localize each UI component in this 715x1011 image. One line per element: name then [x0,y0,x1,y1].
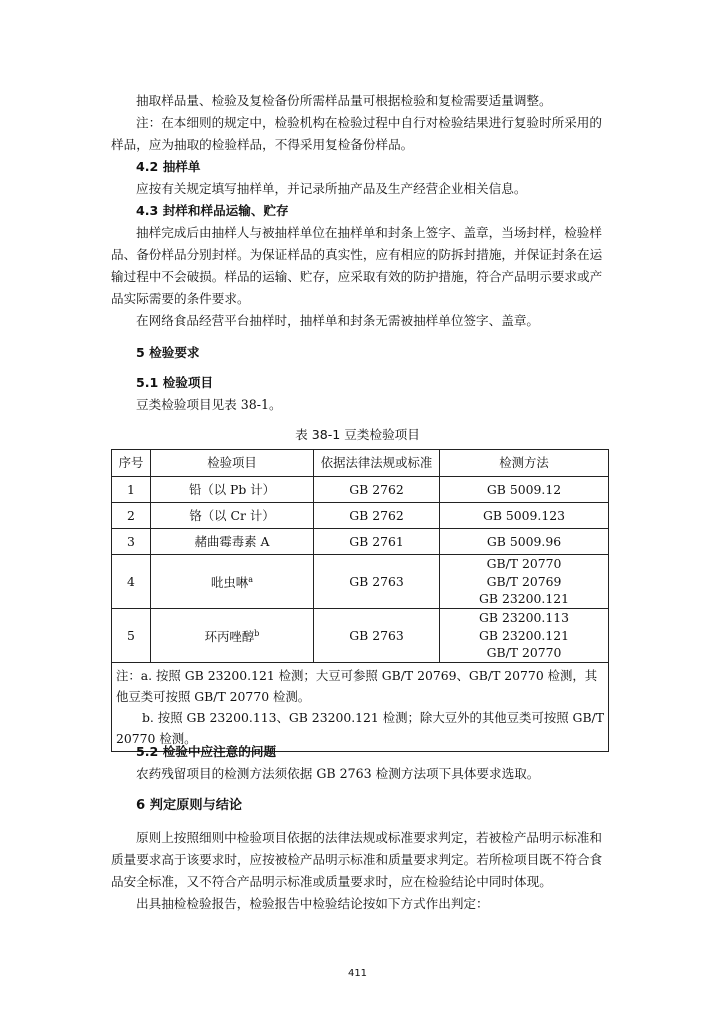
method: GB 23200.113 [479,610,569,626]
table-row [112,529,609,555]
heading-5: 5 检验要求 [136,345,200,360]
item-name: 铅（以 Pb 计） [188,481,276,497]
row-no: 5 [112,609,151,663]
paragraph-sample-quantity: 抽取样品量、检验及复检备份所需样品量可根据检验和复检需要适量调整。 [136,93,552,108]
footnote-marker: b [254,629,260,639]
paragraph-judgement: 原则上按照细则中检验项目依据的法律法规或标准要求判定，若被检产品明示标准和质量要求高于该要求时，应按被检产品明示标准和质量要求判定。若所检项目既不符合食品安全标准，又不符合产品明示标准或质量要求时，应在检验结论中同时体现。 [111,830,603,889]
row-standard: GB 2762 [314,503,440,529]
table-notes-row [112,663,609,752]
row-item [151,555,314,609]
row-standard: GB 2763 [314,609,440,663]
header-item: 检验项目 [151,450,314,477]
inspection-items-table [111,449,609,752]
header-method: 检测方法 [440,450,609,477]
table-row [112,503,609,529]
row-standard: GB 2761 [314,529,440,555]
paragraph-note-retest: 注：在本细则的规定中，检验机构在检验过程中自行对检验结果进行复验时所采用的样品，应为抽取的检验样品，不得采用复检备份样品。 [111,115,602,152]
paragraph-table-ref: 豆类检验项目见表 38-1。 [136,397,282,412]
row-no: 2 [112,503,151,529]
method: GB/T 20770 [486,556,562,572]
item-name: 铬（以 Cr 计） [189,507,275,523]
header-standard: 依据法律法规或标准 [314,450,440,477]
method: GB 5009.96 [486,533,562,549]
row-method [440,477,609,503]
row-method [440,555,609,609]
row-method [440,503,609,529]
note-a: 注：a. 按照 GB 23200.121 检测；大豆可参照 GB/T 20769、GB/T 20770 检测，其他豆类可按照 GB/T 20770 检测。 [116,668,598,704]
method: GB 23200.121 [479,627,569,643]
item-name: 环丙唑醇 [204,629,255,645]
page-number: 411 [347,968,368,979]
row-no: 3 [112,529,151,555]
item-name: 吡虫啉 [211,575,249,591]
row-item [151,477,314,503]
paragraph-online-sampling: 在网络食品经营平台抽样时，抽样单和封条无需被抽样单位签字、盖章。 [136,313,539,328]
footnote-marker: a [248,575,253,585]
paragraph-pesticide-method: 农药残留项目的检测方法须依据 GB 2763 检测方法项下具体要求选取。 [136,766,540,781]
row-no: 1 [112,477,151,503]
row-method [440,529,609,555]
row-item [151,503,314,529]
paragraph-report: 出具抽检检验报告，检验报告中检验结论按如下方式作出判定： [136,896,489,911]
row-item [151,609,314,663]
table-row [112,555,609,609]
table-caption: 表 38-1 豆类检验项目 [295,427,420,442]
row-standard: GB 2763 [314,555,440,609]
row-method [440,609,609,663]
heading-6: 6 判定原则与结论 [136,798,243,813]
method: GB/T 20770 [486,645,562,661]
heading-5-2: 5.2 检验中应注意的问题 [136,744,277,759]
method: GB 5009.12 [486,481,562,497]
paragraph-sampling-form: 应按有关规定填写抽样单，并记录所抽产品及生产经营企业相关信息。 [136,181,527,196]
heading-4-2: 4.2 抽样单 [136,159,201,174]
heading-4-3: 4.3 封样和样品运输、贮存 [136,203,289,218]
table-row [112,609,609,663]
row-no: 4 [112,555,151,609]
table-notes [112,663,609,752]
heading-5-1: 5.1 检验项目 [136,375,214,390]
table-header-row [112,450,609,477]
note-b: b. 按照 GB 23200.113、GB 23200.121 检测；除大豆外的其他豆类可按照 GB/T 20770 检测。 [116,710,604,746]
row-item [151,529,314,555]
table-row [112,477,609,503]
header-no: 序号 [112,450,151,477]
item-name: 赭曲霉毒素 A [194,533,270,549]
method: GB 23200.121 [479,591,569,607]
paragraph-sealing: 抽样完成后由抽样人与被抽样单位在抽样单和封条上签字、盖章，当场封样，检验样品、备份样品分别封样。为保证样品的真实性，应有相应的防拆封措施，并保证封条在运输过程中不会破损。样品的运输、贮存，应采取有效的防护措施，符合产品明示要求或产品实际需要的条件要求。 [111,225,603,306]
row-standard: GB 2762 [314,477,440,503]
method: GB/T 20769 [486,573,562,589]
method: GB 5009.123 [482,507,566,523]
